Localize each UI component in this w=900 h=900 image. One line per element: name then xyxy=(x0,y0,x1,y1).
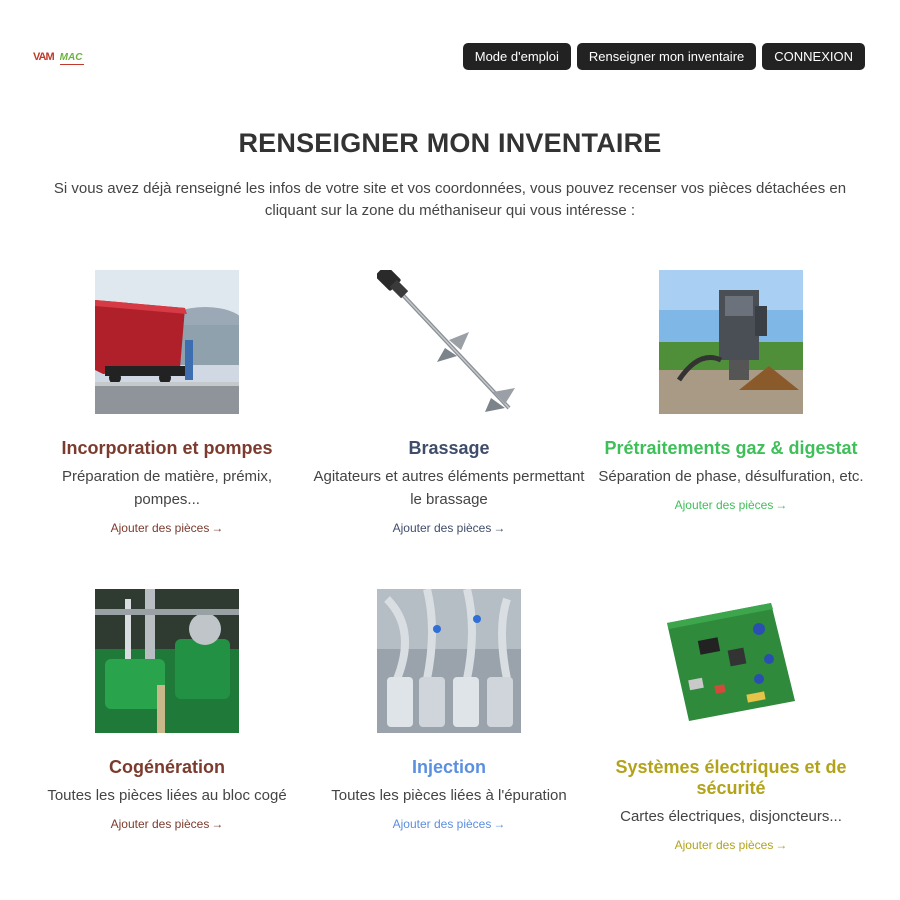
category-title: Brassage xyxy=(408,438,490,458)
arrow-right-icon: → xyxy=(211,521,224,535)
category-title: Systèmes électriques et de sécurité xyxy=(615,757,847,798)
logo[interactable] xyxy=(33,50,82,64)
add-parts-label: Ajouter des pièces xyxy=(392,521,492,535)
electrique-image[interactable] xyxy=(659,589,803,733)
top-nav xyxy=(463,43,865,70)
logo-vam: VAM xyxy=(33,51,54,63)
add-parts-link-incorporation[interactable] xyxy=(111,521,224,535)
login-button[interactable]: CONNEXION xyxy=(762,43,865,70)
category-card-injection xyxy=(309,589,589,833)
fill-inventory-button[interactable]: Renseigner mon inventaire xyxy=(577,43,756,70)
category-description: Préparation de matière, prémix, pompes... xyxy=(61,468,273,508)
add-parts-label: Ajouter des pièces xyxy=(110,817,210,831)
arrow-right-icon: → xyxy=(211,817,224,831)
page-title: RENSEIGNER MON INVENTAIRE xyxy=(238,128,662,158)
category-description: Cartes électriques, disjoncteurs... xyxy=(620,808,842,825)
category-title: Prétraitements gaz & digestat xyxy=(604,438,858,458)
cogeneration-image[interactable] xyxy=(95,589,239,733)
incorporation-image[interactable] xyxy=(95,270,239,414)
logo-mac: MAC xyxy=(59,51,83,63)
arrow-right-icon: → xyxy=(493,521,506,535)
category-card-incorporation xyxy=(27,270,307,537)
category-description: Agitateurs et autres éléments permettant le brassage xyxy=(313,468,585,508)
category-card-pretraitements xyxy=(591,270,871,514)
add-parts-label: Ajouter des pièces xyxy=(110,521,210,535)
category-title: Incorporation et pompes xyxy=(61,438,273,458)
user-guide-button[interactable]: Mode d'emploi xyxy=(463,43,571,70)
category-title: Cogénération xyxy=(108,757,225,777)
add-parts-link-electrique[interactable] xyxy=(675,838,788,852)
add-parts-link-injection[interactable] xyxy=(393,817,506,831)
category-card-cogeneration xyxy=(27,589,307,833)
category-card-electrique xyxy=(591,589,871,854)
arrow-right-icon: → xyxy=(775,498,788,512)
category-card-brassage xyxy=(309,270,589,537)
brassage-image[interactable] xyxy=(377,270,521,414)
add-parts-label: Ajouter des pièces xyxy=(392,817,492,831)
add-parts-link-cogeneration[interactable] xyxy=(111,817,224,831)
arrow-right-icon: → xyxy=(775,838,788,852)
injection-image[interactable] xyxy=(377,589,521,733)
add-parts-label: Ajouter des pièces xyxy=(674,498,774,512)
arrow-right-icon: → xyxy=(493,817,506,831)
category-description: Toutes les pièces liées à l'épuration xyxy=(331,787,567,804)
category-title: Injection xyxy=(411,757,486,777)
intro-text: Si vous avez déjà renseigné les infos de votre site et vos coordonnées, vous pouvez recenser vos pièces détachées en cliquant sur la zone du méthaniseur qui vous intéresse : xyxy=(53,180,847,219)
add-parts-link-pretraitements[interactable] xyxy=(675,498,788,512)
pretraitements-image[interactable] xyxy=(659,270,803,414)
add-parts-label: Ajouter des pièces xyxy=(674,838,774,852)
category-description: Toutes les pièces liées au bloc cogé xyxy=(47,787,287,804)
add-parts-link-brassage[interactable] xyxy=(393,521,506,535)
category-description: Séparation de phase, désulfuration, etc. xyxy=(598,468,864,485)
